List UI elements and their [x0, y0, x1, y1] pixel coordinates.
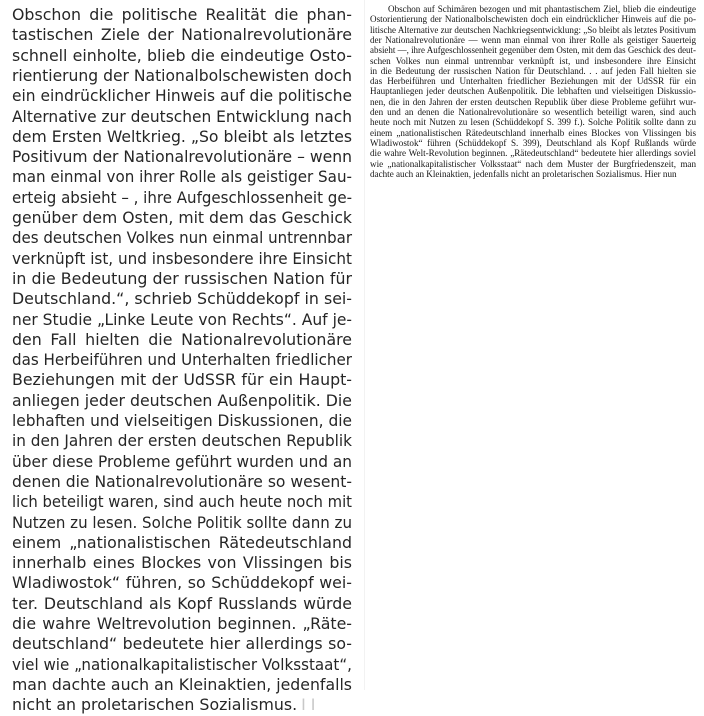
- left-text-line-content: man einmal von ihrer Rolle als geistiger Sau-: [12, 167, 352, 187]
- left-text-line: [12, 572, 352, 594]
- left-text-line-content: Wladiwostok“ führen, so Schüddekopf wei-: [12, 573, 352, 593]
- left-text-line-content: über diese Probleme geführt wurden und an: [12, 451, 352, 471]
- right-text-line: [370, 14, 696, 25]
- left-text-line: [12, 187, 369, 209]
- left-text-line: [12, 349, 367, 371]
- right-text-line-content: heute noch mit Nutzen zu lesen (Schüddekopf S. 399 f.). Solche Politik sollte dann zu: [370, 117, 696, 128]
- left-text-line: [12, 491, 374, 513]
- right-text-line-content: die wahre Welt-Revolution beginnen. „Rätedeutschland“ bedeutete hier allerdings soviel: [370, 148, 696, 159]
- right-text-line-content: in die Bedeutung der russischen Nation für Deutschland. . . auf jeden Fall hielten sie: [370, 65, 696, 76]
- left-text-line: [12, 248, 365, 270]
- left-text-line: [12, 4, 352, 26]
- left-text-line: [12, 24, 352, 46]
- left-text-line-content: ner Studie „Linke Leute von Rechts“. Auf je-: [12, 309, 352, 329]
- left-text-line: [12, 146, 356, 168]
- left-text-line-content: erteig absieht – , ihre Aufgeschlossenheit ge-: [12, 187, 352, 207]
- left-text-line: [12, 430, 364, 452]
- text-cursor-mark: I I: [301, 695, 316, 715]
- left-text-line: [12, 532, 352, 554]
- left-text-line-content: nicht an proletarischen Sozialismus.: [12, 695, 298, 715]
- left-text-line-content: Deutschland.“, schrieb Schüddekopf in sei-: [12, 289, 352, 309]
- right-text-line-content: der Nationalrevolutionäre — wenn man einmal von ihrer Rolle als geistiger Sauerteig: [370, 34, 696, 45]
- left-text-line-content: den Fall hielten die Nationalrevolutionäre: [12, 329, 352, 349]
- right-text-line: [370, 138, 696, 149]
- left-text-line: [12, 593, 352, 615]
- left-text-line: [12, 45, 352, 67]
- left-text-line-content: in den Jahren der ersten deutschen Republik: [12, 431, 352, 451]
- left-text-line-content: das Herbeiführen und Unterhalten friedlicher: [12, 350, 352, 370]
- right-text-line: [370, 97, 696, 108]
- left-text-line-content: viel wie „nationalkapitalistischer Volksstaat“,: [12, 654, 352, 674]
- right-text-line: [370, 128, 696, 139]
- right-text-block: [370, 4, 696, 179]
- left-text-line-content: Beziehungen mit der UdSSR für ein Haupt-: [12, 370, 352, 390]
- left-text-block: [12, 4, 352, 715]
- left-text-line: [12, 633, 352, 655]
- right-text-line-content: litische Alternative zur deutschen Nachkriegsentwicklung: „So bleibt als letztes Positivum: [370, 24, 696, 35]
- right-text-line: [370, 66, 696, 77]
- right-text-line: [370, 86, 696, 97]
- left-text-line: [12, 268, 352, 290]
- right-text-line: [370, 56, 696, 67]
- right-text-line: [370, 117, 696, 128]
- left-text-line: [12, 410, 361, 432]
- left-text-line: [12, 166, 367, 188]
- left-text-line-content: ein eindrücklicher Hinweis auf die politische: [12, 86, 352, 106]
- right-text-line-content: dachte auch an Kleinaktien, jedenfalls nicht an proletarischen Sozialismus. Hier nun: [370, 168, 677, 179]
- left-text-line: [12, 309, 359, 331]
- left-text-line-content: in die Bedeutung der russischen Nation für: [12, 268, 352, 288]
- left-text-line-content: anliegen jeder deutschen Außenpolitik. Die: [12, 390, 352, 410]
- column-divider: [364, 0, 365, 690]
- right-text-line: [370, 45, 701, 56]
- left-text-line: [12, 613, 352, 635]
- left-text-line: [12, 65, 357, 87]
- right-text-line-content: Ostorientierung der Nationalbolschewisten doch ein eindrücklicher Hinweis auf die po-: [370, 14, 696, 25]
- left-text-line-content: Positivum der Nationalrevolutionäre – wenn: [12, 147, 352, 167]
- left-text-line-content: deutschland“ bedeutete hier allerdings so-: [12, 634, 352, 654]
- left-text-line: [12, 85, 360, 107]
- left-text-line-content: denen die Nationalrevolutionäre so wesent-: [12, 471, 352, 491]
- right-text-line-content: absieht —, ihre Aufgeschlossenheit gegenüber dem Osten, mit dem das Geschick des deut-: [370, 45, 696, 56]
- left-text-line-content: Obschon die politische Realität die phan-: [12, 5, 352, 24]
- left-text-line: [12, 227, 370, 249]
- right-text-line: [388, 4, 696, 15]
- left-text-line: [12, 390, 353, 412]
- right-text-line: [370, 148, 696, 159]
- left-text-line-content: ter. Deutschland als Kopf Russlands würde: [12, 593, 352, 613]
- left-text-line: [12, 207, 355, 229]
- left-text-line-content: lebhaften und vielseitigen Diskussionen, die: [12, 411, 352, 430]
- left-text-line: [12, 369, 352, 391]
- right-text-line-content: nen, die in den Jahren der ersten deutschen Republik über diese Probleme geführt wur-: [370, 96, 696, 107]
- right-text-line-content: Obschon auf Schimären bezogen und mit phantastischem Ziel, blieb die eindeutige: [388, 4, 696, 14]
- left-text-line: [12, 451, 361, 473]
- left-text-line-content: tastischen Ziele der Nationalrevolutionäre: [12, 25, 352, 45]
- left-text-line-content: einem „nationalistischen Rätedeutschland: [12, 532, 352, 552]
- left-text-line: [12, 512, 369, 534]
- left-text-line: [12, 674, 354, 696]
- right-text-line-content: das Herbeiführen und Unterhalten friedlicher Beziehungen mit der UdSSR für ein: [370, 76, 696, 87]
- right-text-line-content: Wladiwostok“ führen (Schüddekopf S. 399), Deutschland als Kopf Rußlands würde: [370, 137, 696, 148]
- left-text-line: [12, 126, 355, 148]
- left-text-line: [12, 552, 352, 574]
- left-text-line-content: die wahre Weltrevolution beginnen. „Räte-: [12, 614, 352, 633]
- left-text-line: [12, 654, 367, 676]
- left-text-line-content: innerhalb eines Blockes von Vlissingen bis: [12, 553, 352, 573]
- right-text-line-content: wie „nationalkapitalistischer Volksstaat“ nach dem Muster der Burgfriedenszeit, man: [370, 158, 696, 169]
- right-text-line-content: schen Volkes nun einmal untrennbar verknüpft ist, und insbesondere ihre Einsicht: [370, 55, 696, 66]
- left-text-line: [12, 694, 315, 716]
- right-text-line-content: den und an denen die Nationalrevolutionäre so wesentlich beteiligt waren, sind auch: [370, 107, 696, 117]
- left-text-line-content: Alternative zur deutschen Entwicklung nach: [12, 106, 352, 126]
- left-text-line: [12, 288, 352, 310]
- left-text-line-content: genüber dem Osten, mit dem das Geschick: [12, 208, 352, 227]
- left-text-line-content: des deutschen Volkes nun einmal untrennbar: [12, 228, 352, 248]
- left-text-line-content: man dachte auch an Kleinaktien, jedenfalls: [12, 674, 352, 694]
- right-text-line: [370, 25, 699, 36]
- left-text-line: [12, 329, 352, 351]
- right-text-line: [370, 35, 696, 46]
- left-text-line-content: schnell einholte, blieb die eindeutige Osto-: [12, 45, 352, 65]
- right-text-line: [370, 107, 696, 118]
- right-text-line: [370, 76, 696, 87]
- right-text-line-content: Hauptanliegen jeder deutschen Außenpolitik. Die lebhaften und vielseitigen Diskussio-: [370, 86, 696, 97]
- left-text-line-content: Nutzen zu lesen. Solche Politik sollte dann zu: [12, 512, 352, 532]
- left-text-line-content: dem Ersten Weltkrieg. „So bleibt als letztes: [12, 126, 352, 146]
- left-text-line-content: verknüpft ist, und insbesondere ihre Einsicht: [12, 248, 352, 268]
- left-text-line: [12, 106, 360, 128]
- right-text-line-content: einem „nationalistischen Rätedeutschland innerhalb eines Blockes von Vlissingen bis: [370, 127, 696, 138]
- left-text-line: [12, 471, 357, 493]
- right-text-line: [370, 159, 696, 170]
- right-text-line: [370, 169, 677, 180]
- left-text-line-content: rientierung der Nationalbolschewisten doch: [12, 65, 352, 85]
- left-text-line-content: lich beteiligt waren, sind auch heute noch mit: [12, 492, 352, 512]
